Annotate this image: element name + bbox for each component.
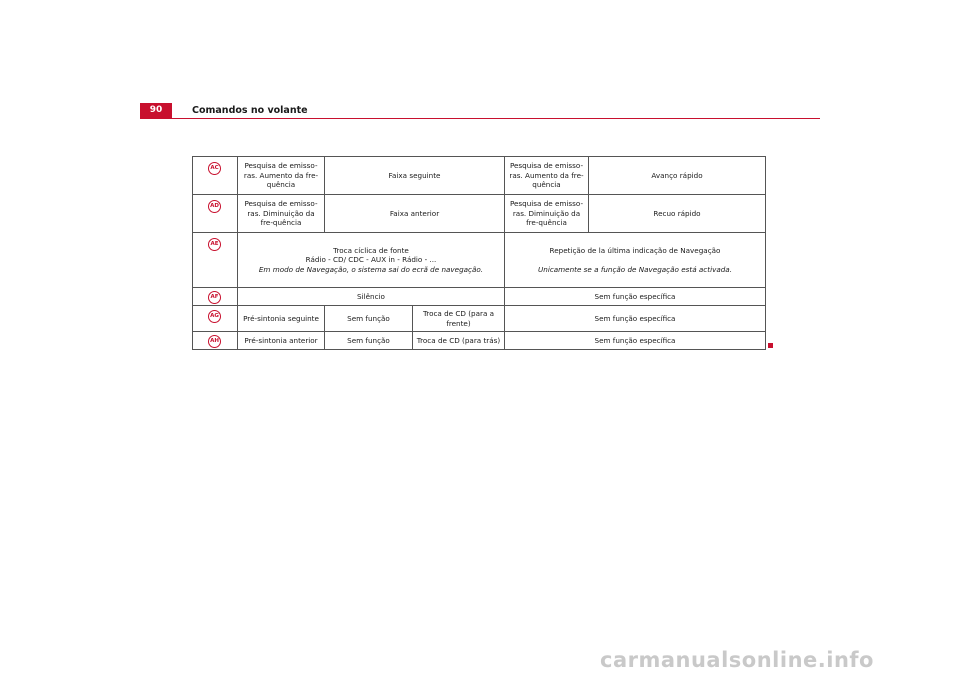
icon-cell xyxy=(193,306,238,332)
header-divider xyxy=(140,118,820,119)
table-cell: Pesquisa de emisso-ras. Aumento da fre-quência xyxy=(238,157,325,195)
icon-cell xyxy=(193,288,238,306)
cell-text: Troca cíclica de fonte xyxy=(333,245,409,255)
table-cell: Sem função específica xyxy=(505,288,766,306)
table-row xyxy=(193,157,766,195)
button-ac-icon: AC xyxy=(208,162,221,175)
table-cell: Pré-sintonia seguinte xyxy=(238,306,325,332)
table-row xyxy=(193,233,766,288)
page-title: Comandos no volante xyxy=(192,105,308,116)
page-number: 90 xyxy=(140,103,172,118)
table-cell: Recuo rápido xyxy=(589,195,766,233)
button-af-icon: AF xyxy=(208,291,221,304)
section-end-marker xyxy=(768,343,773,348)
cell-note: Unicamente se a função de Navegação está activada. xyxy=(538,264,732,274)
table-cell: Troca de CD (para trás) xyxy=(413,332,505,350)
icon-cell xyxy=(193,195,238,233)
icon-cell xyxy=(193,332,238,350)
table-cell: Pesquisa de emisso-ras. Aumento da fre-quência xyxy=(505,157,589,195)
table-cell: Pré-sintonia anterior xyxy=(238,332,325,350)
icon-cell xyxy=(193,233,238,288)
table-cell xyxy=(238,233,505,288)
table-cell: Sem função específica xyxy=(505,306,766,332)
cell-text: Rádio - CD/ CDC - AUX in - Rádio - ... xyxy=(305,255,437,265)
table-cell: Troca de CD (para a frente) xyxy=(413,306,505,332)
table-cell: Faixa anterior xyxy=(325,195,505,233)
button-ah-icon: AH xyxy=(208,335,221,348)
table-row xyxy=(193,306,766,332)
button-ae-icon: AE xyxy=(208,238,221,251)
button-ad-icon: AD xyxy=(208,200,221,213)
icon-cell xyxy=(193,157,238,195)
table-row xyxy=(193,332,766,350)
table-cell xyxy=(505,233,766,288)
table-cell: Sem função específica xyxy=(505,332,766,350)
steering-controls-table xyxy=(192,156,766,350)
table-row xyxy=(193,288,766,306)
cell-note: Em modo de Navegação, o sistema sai do ecrã de navegação. xyxy=(258,264,484,274)
cell-text: Repetição de la última indicação de Navegação xyxy=(549,246,721,255)
table-cell: Silêncio xyxy=(238,288,505,306)
table-cell: Sem função xyxy=(325,306,413,332)
watermark: carmanualsonline.info xyxy=(600,648,874,672)
table-cell: Pesquisa de emisso-ras. Diminuição da fre-quência xyxy=(238,195,325,233)
button-ag-icon: AG xyxy=(208,310,221,323)
table-cell: Sem função xyxy=(325,332,413,350)
table-cell: Faixa seguinte xyxy=(325,157,505,195)
table-cell: Avanço rápido xyxy=(589,157,766,195)
table-cell: Pesquisa de emisso-ras. Diminuição da fre-quência xyxy=(505,195,589,233)
table-row xyxy=(193,195,766,233)
